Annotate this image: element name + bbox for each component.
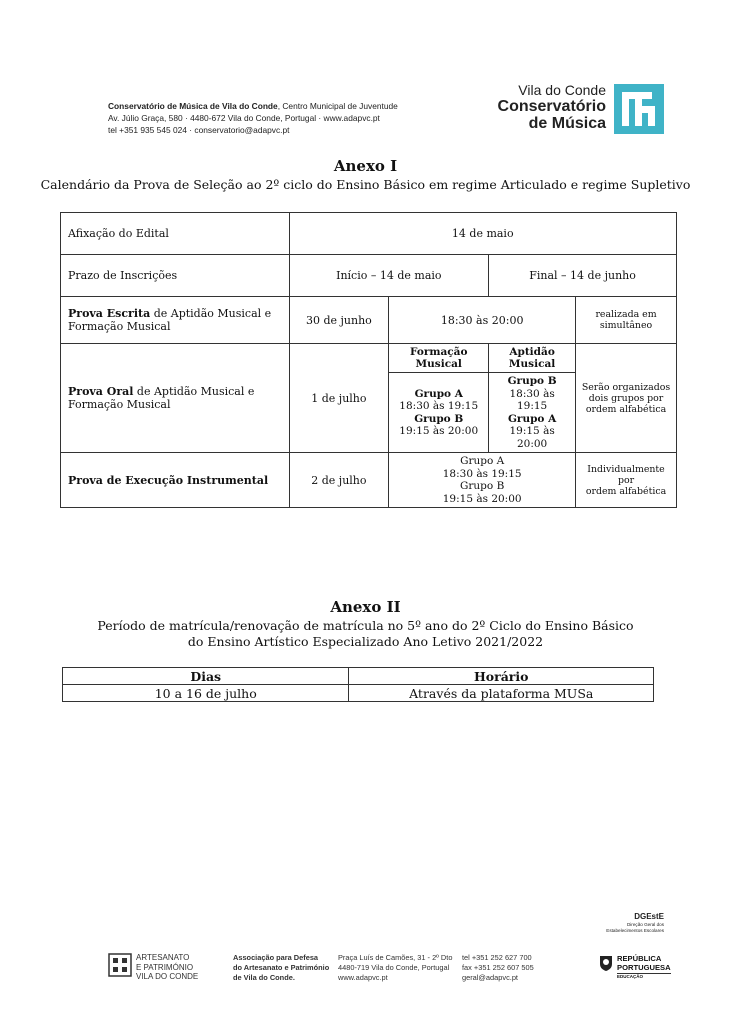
annex1-title: Anexo I — [333, 157, 398, 175]
inscricoes-start: Início – 14 de maio — [289, 255, 489, 297]
exec-date: 2 de julho — [289, 453, 389, 508]
org-address: Av. Júlio Graça, 580 · 4480-672 Vila do Conde, Portugal · www.adapvc.pt — [108, 113, 380, 123]
col-horario: Horário — [349, 668, 654, 685]
escrita-note: realizada em simultâneo — [576, 297, 677, 344]
addr-line-2: 4480-719 Vila do Conde, Portugal — [338, 963, 450, 972]
oral-aptidao-groups — [489, 373, 576, 453]
artesanato-logo-icon — [108, 953, 132, 977]
am-group-2: Grupo A — [507, 412, 557, 425]
artesanato-line-3: VILA DO CONDE — [136, 972, 199, 981]
table-row — [61, 344, 677, 373]
dgeste-line-1: Direção Geral dos — [626, 922, 664, 927]
fm-group-1: Grupo A — [414, 387, 463, 400]
table-header-row — [63, 668, 654, 685]
am-time-1: 18:30 às 19:15 — [509, 387, 555, 412]
conservatory-logo-text — [488, 82, 606, 132]
table-row — [61, 297, 677, 344]
table-row — [61, 213, 677, 255]
footer-fax: fax +351 252 607 505 — [462, 963, 534, 972]
annex2-subtitle-1: Período de matrícula/renovação de matrícula no 5º ano do 2º Ciclo do Ensino Básico — [97, 618, 634, 633]
logo-line-3: de Música — [528, 115, 606, 132]
association-contacts — [462, 953, 534, 983]
republica-line-3: EDUCAÇÃO — [617, 973, 671, 980]
oral-note: Serão organizados dois grupos por ordem alfabética — [576, 344, 677, 453]
exec-group-2: Grupo B — [460, 480, 505, 492]
table-row — [61, 255, 677, 297]
association-name — [233, 953, 329, 983]
oral-head-aptidao: Aptidão Musical — [489, 344, 576, 373]
republica-line-1: REPÚBLICA — [617, 954, 662, 963]
oral-label-bold: Prova Oral — [68, 385, 134, 398]
fm-time-2: 19:15 às 20:00 — [399, 425, 479, 437]
artesanato-line-1: ARTESANATO — [136, 953, 190, 962]
org-name-rest: , Centro Municipal de Juventude — [277, 101, 398, 111]
cell-dias: 10 a 16 de julho — [63, 685, 349, 702]
addr-line-3: www.adapvc.pt — [338, 973, 388, 982]
oral-label-rest: de Aptidão Musical e Formação Musical — [68, 385, 255, 411]
assoc-line-3: de Vila do Conde. — [233, 973, 295, 982]
conservatory-logo-icon — [614, 84, 664, 134]
org-contacts: tel +351 935 545 024 · conservatorio@adapvc.pt — [108, 125, 290, 135]
selection-calendar-table — [60, 212, 677, 508]
dgeste-line-2: Estabelecimentos Escolares — [606, 928, 664, 933]
dgeste-title: DGEstE — [634, 912, 664, 921]
inscricoes-end: Final – 14 de junho — [489, 255, 677, 297]
enrollment-table — [62, 667, 654, 702]
footer-tel: tel +351 252 627 700 — [462, 953, 532, 962]
oral-label — [61, 344, 290, 453]
col-dias: Dias — [63, 668, 349, 685]
exec-time-2: 19:15 às 20:00 — [442, 492, 522, 505]
fm-group-2: Grupo B — [414, 412, 464, 425]
artesanato-name — [136, 953, 198, 982]
association-address — [338, 953, 452, 983]
escrita-label-bold: Prova Escrita — [68, 307, 151, 320]
table-row — [61, 453, 677, 508]
republica-emblem-icon — [598, 954, 614, 972]
republica-line-2: PORTUGUESA — [617, 963, 671, 972]
republica-logo — [617, 954, 671, 980]
cell-horario: Através da plataforma MUSa — [349, 685, 654, 702]
annex2-subtitle-2: do Ensino Artístico Especializado Ano Letivo 2021/2022 — [187, 634, 544, 649]
addr-line-1: Praça Luís de Camões, 31 - 2º Dto — [338, 953, 453, 962]
artesanato-line-2: E PATRIMÓNIO — [136, 962, 194, 972]
fm-time-1: 18:30 às 19:15 — [399, 400, 479, 412]
am-time-2: 19:15 às 20:00 — [509, 425, 555, 450]
inscricoes-label: Prazo de Inscrições — [61, 255, 290, 297]
escrita-label — [61, 297, 290, 344]
am-group-1: Grupo B — [507, 375, 557, 387]
escrita-date: 30 de junho — [289, 297, 389, 344]
exec-note-2: por — [617, 474, 635, 486]
assoc-line-2: do Artesanato e Património — [233, 963, 330, 972]
oral-date: 1 de julho — [289, 344, 389, 453]
exec-time-1: 18:30 às 19:15 — [442, 467, 522, 480]
letterhead-contact — [108, 100, 398, 136]
exec-label: Prova de Execução Instrumental — [61, 453, 290, 508]
edital-date: 14 de maio — [289, 213, 677, 255]
oral-formacao-groups — [389, 373, 489, 453]
escrita-time: 18:30 às 20:00 — [389, 297, 576, 344]
logo-line-2: Conservatório — [497, 98, 606, 115]
footer-email: geral@adapvc.pt — [462, 973, 518, 982]
assoc-line-1: Associação para Defesa — [233, 953, 319, 962]
dgeste-logo — [600, 912, 664, 934]
edital-label: Afixação do Edital — [61, 213, 290, 255]
table-row — [63, 685, 654, 702]
exec-groups — [389, 453, 576, 508]
annex1-subtitle: Calendário da Prova de Seleção ao 2º ciclo do Ensino Básico em regime Articulado e regime Supletivo — [40, 177, 691, 192]
logo-line-1: Vila do Conde — [518, 82, 606, 98]
exec-note-1: Individualmente — [587, 463, 665, 475]
exec-group-1: Grupo A — [460, 455, 505, 467]
exec-note-3: ordem alfabética — [585, 485, 667, 497]
org-name: Conservatório de Música de Vila do Conde — [108, 101, 278, 111]
exec-note — [576, 453, 677, 508]
annex2-title: Anexo II — [330, 598, 401, 616]
oral-head-formacao: Formação Musical — [389, 344, 489, 373]
escrita-label-rest: de Aptidão Musical e Formação Musical — [68, 307, 272, 333]
